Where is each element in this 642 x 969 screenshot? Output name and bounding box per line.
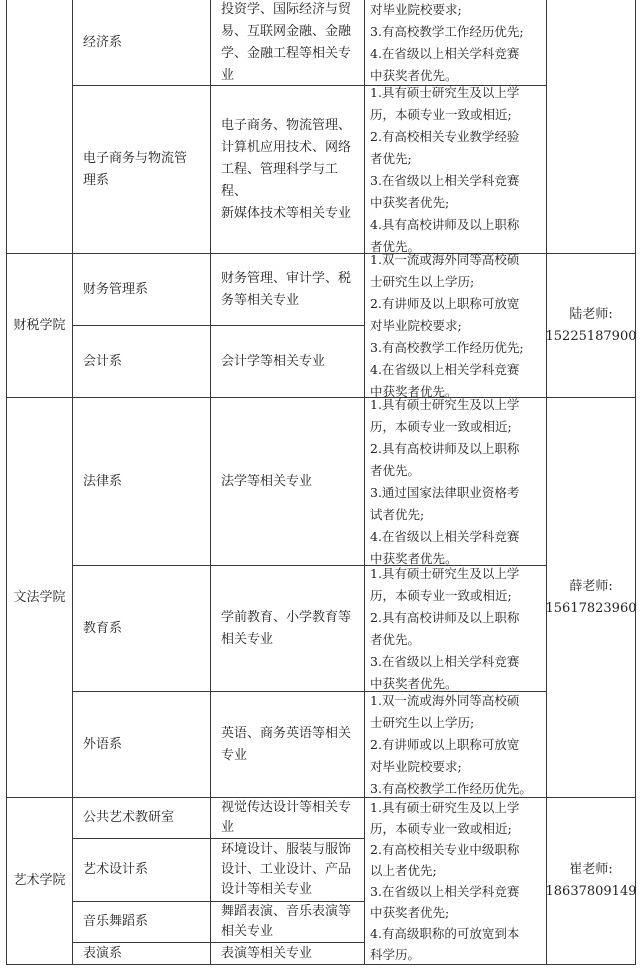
major-foreign-label: 英语、商务英语等相关 专业 (221, 725, 352, 763)
req-legal-text: 1.具有硕士研究生及以上学 历，本硕专业一致或相近; 2.具有高校讲师及以上职称 者优先。 3.通过国家法律职业资格考 试者优先; 4.在省级以上相关学科竞赛 中获奖者优先。 (370, 396, 520, 566)
contact-art-text: 崔老师: 18637809149 (545, 862, 637, 899)
contact-law-text: 薛老师: 15617823960 (545, 578, 637, 616)
major-ecommerce-label: 电子商务、物流管理、 计算机应用技术、网络 工程、管理科学与工程、 新媒体技术等相关专业 (221, 117, 352, 221)
college-law-label: 文法学院 (13, 589, 66, 605)
req-foreign (364, 691, 547, 798)
dept-accounting-label: 会计系 (83, 353, 123, 369)
major-public-art (210, 797, 365, 839)
major-accounting-label: 会计学等相关专业 (221, 353, 326, 369)
major-legal-label: 法学等相关专业 (221, 473, 313, 489)
college-art (6, 797, 73, 965)
major-economics-label: 投资学、国际经济与贸 易、互联网金融、金融 学、金融工程等相关专 业 (221, 1, 352, 83)
major-finance (210, 253, 365, 326)
dept-public-art (72, 797, 211, 839)
dept-art-design (72, 838, 211, 902)
major-art-design (210, 838, 365, 902)
college-fintax (6, 253, 73, 398)
major-music-dance-label: 舞蹈表演、音乐表演等 相关专业 (221, 904, 352, 939)
req-economics (364, 0, 547, 86)
major-education (210, 565, 365, 692)
major-music-dance (210, 901, 365, 943)
dept-legal-label: 法律系 (83, 473, 123, 489)
dept-economics (72, 0, 211, 86)
major-education-label: 学前教育、小学教育等 相关专业 (221, 609, 352, 647)
major-performance-label: 表演等相关专业 (221, 945, 313, 961)
major-art-design-label: 环境设计、服装与服饰 设计、工业设计、产品 设计等相关专业 (221, 842, 352, 897)
req-fintax (364, 253, 547, 398)
dept-art-design-label: 艺术设计系 (83, 862, 149, 877)
college-cell-economics (6, 0, 73, 254)
dept-finance-label: 财务管理系 (83, 281, 149, 297)
dept-music-dance (72, 901, 211, 943)
req-fintax-text: 1.双一流或海外同等高校硕 士研究生以上学历; 2.有讲师及以上职称可放宽 对毕业院校要求; 3.有高校教学工作经历优先; 4.在省级以上相关学科竞赛 中获奖者优先。 (370, 251, 524, 399)
major-economics (210, 0, 365, 86)
contact-fintax-text: 陆老师: 15225187900 (545, 306, 637, 344)
req-legal (364, 397, 547, 566)
dept-finance (72, 253, 211, 326)
major-accounting (210, 325, 365, 398)
contact-economics (546, 0, 636, 254)
dept-performance (72, 942, 211, 965)
req-art-text: 1.具有硕士研究生及以上学 历，本硕专业一致或相近; 2.有高校相关专业中级职称 以上者优先; 3.在省级以上相关学科竞赛 中获奖者优先; 4.有高级职称的可放宽到本 科学历。 (370, 800, 520, 962)
dept-education-label: 教育系 (83, 620, 123, 636)
dept-music-dance-label: 音乐舞蹈系 (83, 914, 149, 929)
major-legal (210, 397, 365, 566)
college-law (6, 397, 73, 798)
dept-ecommerce (72, 85, 211, 254)
major-finance-label: 财务管理、审计学、税 务等相关专业 (221, 270, 352, 308)
req-education (364, 565, 547, 692)
major-public-art-label: 视觉传达设计等相关专 业 (221, 800, 352, 835)
dept-education (72, 565, 211, 692)
major-performance (210, 942, 365, 965)
dept-public-art-label: 公共艺术教研室 (83, 810, 175, 825)
contact-fintax (546, 253, 636, 398)
college-fintax-label: 财税学院 (13, 317, 66, 333)
contact-art (546, 797, 636, 965)
req-ecommerce-text: 1.具有硕士研究生及以上学 历，本硕专业一致或相近; 2.有高校相关专业教学经验 者优先; 3.在省级以上相关学科竞赛 中获奖者优先; 4.具有高校讲师及以上职称 者优先。 (370, 84, 520, 254)
dept-legal (72, 397, 211, 566)
req-art (364, 797, 547, 965)
dept-foreign-label: 外语系 (83, 736, 123, 752)
req-economics-text: 对毕业院校要求; 3.有高校教学工作经历优先; 4.在省级以上相关学科竞赛 中获奖者优先。 (370, 1, 524, 83)
req-education-text: 1.具有硕士研究生及以上学 历，本硕专业一致或相近; 2.具有高校讲师及以上职称 者优先。 3.在省级以上相关学科竞赛 中获奖者优先。 (370, 565, 520, 691)
college-art-label: 艺术学院 (13, 873, 66, 888)
dept-economics-label: 经济系 (83, 34, 123, 50)
major-foreign (210, 691, 365, 798)
req-ecommerce (364, 85, 547, 254)
dept-performance-label: 表演系 (83, 945, 123, 961)
dept-foreign (72, 691, 211, 798)
major-ecommerce (210, 85, 365, 254)
contact-law (546, 397, 636, 798)
dept-accounting (72, 325, 211, 398)
dept-ecommerce-label: 电子商务与物流管 理系 (83, 150, 188, 188)
req-foreign-text: 1.双一流或海外同等高校硕 士研究生以上学历; 2.有讲师或以上职称可放宽 对毕业院校要求; 3.有高校教学工作经历优先。 (370, 692, 532, 796)
